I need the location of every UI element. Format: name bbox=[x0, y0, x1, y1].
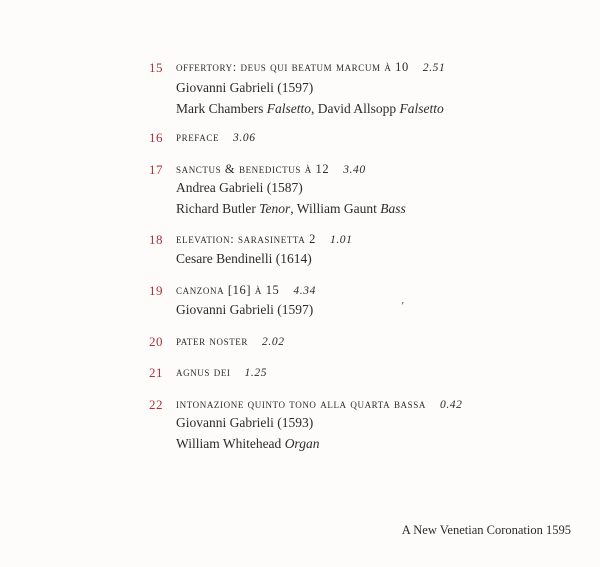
performers bbox=[176, 200, 406, 218]
track-title: elevation: sarasinetta 2 bbox=[176, 232, 316, 246]
track-title: agnus dei bbox=[176, 365, 231, 379]
performer-role: Bass bbox=[380, 201, 406, 216]
performer-name: Richard Butler bbox=[176, 201, 256, 216]
track-number: 21 bbox=[149, 365, 163, 380]
track-title: preface bbox=[176, 130, 220, 144]
track-number: 22 bbox=[149, 397, 163, 412]
track-title-line bbox=[176, 365, 267, 381]
performer-name: William Gaunt bbox=[296, 201, 377, 216]
performer-name: Mark Chambers bbox=[176, 101, 264, 116]
track-number: 15 bbox=[149, 60, 163, 75]
track-number: 18 bbox=[149, 232, 163, 247]
performers bbox=[176, 435, 319, 453]
track-number: 20 bbox=[149, 334, 163, 349]
performer-role: Organ bbox=[284, 436, 320, 451]
track-title: intonazione quinto tono alla quarta bassa bbox=[176, 397, 426, 411]
track-duration: 3.06 bbox=[233, 132, 256, 144]
track-title: canzona [16] à 15 bbox=[176, 283, 280, 297]
composer: Giovanni Gabrieli (1597) bbox=[176, 80, 314, 95]
track-number: 19 bbox=[149, 283, 163, 298]
performer-role: Falsetto bbox=[266, 101, 311, 116]
separator: , bbox=[310, 101, 318, 116]
track-title: pater noster bbox=[176, 334, 249, 348]
composer: Andrea Gabrieli (1587) bbox=[176, 180, 303, 195]
track-title-line bbox=[176, 60, 445, 76]
track-duration: 2.02 bbox=[262, 336, 285, 348]
composer: Giovanni Gabrieli (1597) bbox=[176, 302, 314, 317]
track-title: sanctus & benedictus à 12 bbox=[176, 162, 330, 176]
track-title-line bbox=[176, 334, 285, 350]
track-title: offertory: deus qui beatum marcum à 10 bbox=[176, 60, 409, 74]
track-title-line bbox=[176, 232, 353, 248]
track-duration: 4.34 bbox=[293, 285, 316, 297]
separator: , bbox=[290, 201, 297, 216]
track-duration: 2.51 bbox=[422, 62, 446, 74]
page-footer: A New Venetian Coronation 1595 bbox=[401, 523, 571, 537]
performer-role: Tenor bbox=[259, 201, 291, 216]
performer-name: David Allsopp bbox=[317, 101, 397, 116]
performer-name: William Whitehead bbox=[176, 436, 282, 451]
performers bbox=[176, 100, 444, 118]
track-duration: 3.40 bbox=[343, 164, 366, 176]
performer-role: Falsetto bbox=[399, 101, 444, 116]
track-title-line bbox=[176, 283, 316, 299]
composer: Giovanni Gabrieli (1593) bbox=[176, 415, 314, 430]
track-title-line bbox=[176, 162, 366, 178]
track-duration: 1.25 bbox=[244, 367, 268, 379]
track-number: 16 bbox=[149, 130, 163, 145]
track-duration: 1.01 bbox=[329, 234, 353, 246]
composer: Cesare Bendinelli (1614) bbox=[176, 251, 312, 266]
stray-mark: ' bbox=[401, 300, 404, 312]
track-title-line bbox=[176, 397, 463, 413]
track-duration: 0.42 bbox=[439, 399, 463, 411]
track-title-line bbox=[176, 130, 256, 146]
track-number: 17 bbox=[149, 162, 163, 177]
